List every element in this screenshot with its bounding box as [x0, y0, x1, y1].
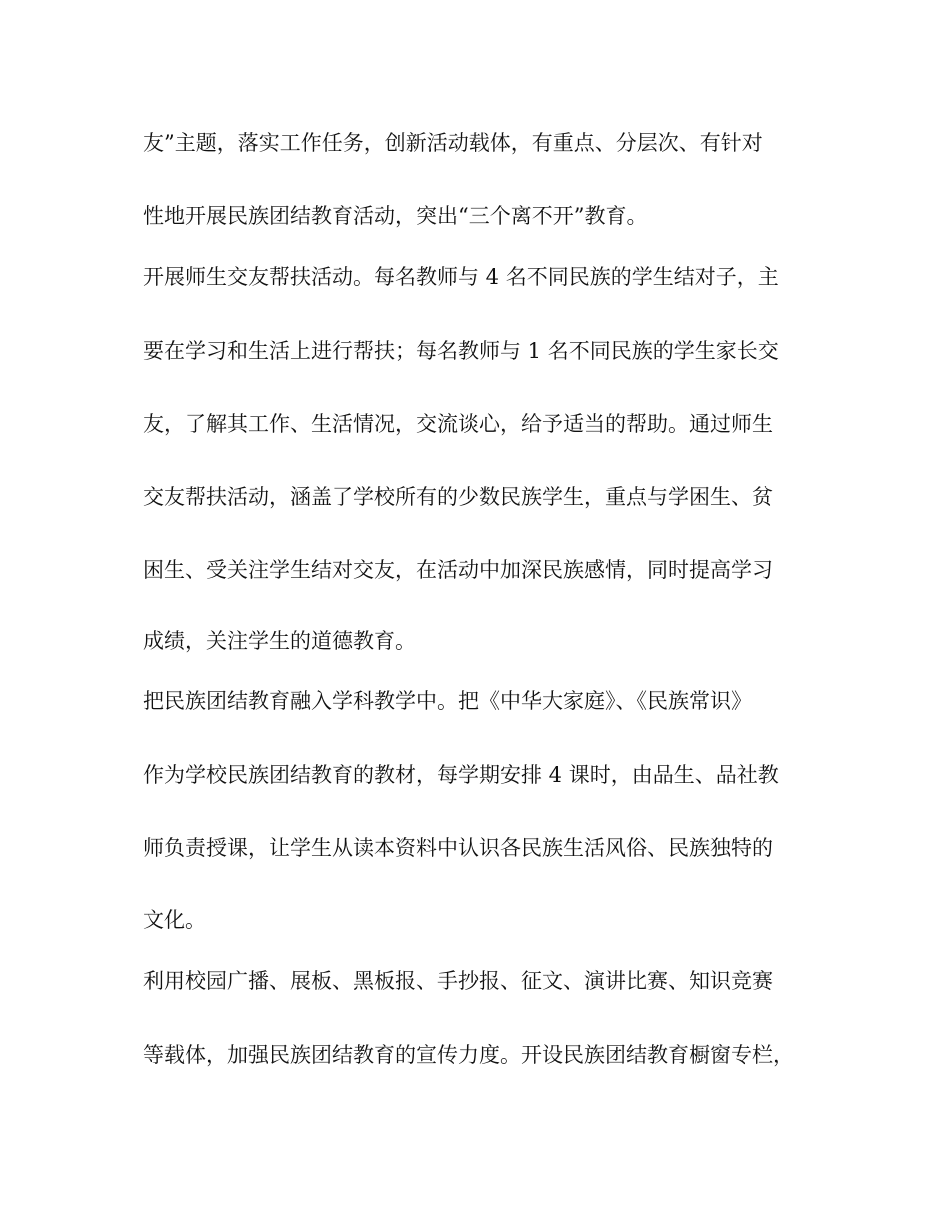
text-line: 友，了解其工作、生活情况，交流谈心，给予适当的帮助。通过师生: [143, 412, 773, 436]
text-line: 文化。: [143, 908, 206, 932]
paragraph-start-line: 利用校园广播、展板、黑板报、手抄报、征文、演讲比赛、知识竞赛: [143, 969, 773, 993]
text-line: 等载体，加强民族团结教育的宣传力度。开设民族团结教育橱窗专栏，: [143, 1043, 794, 1067]
text-line: 师负责授课，让学生从读本资料中认识各民族生活风俗、民族独特的: [143, 836, 773, 860]
text-line: 要在学习和生活上进行帮扶；每名教师与 1 名不同民族的学生家长交: [143, 339, 779, 363]
paragraph-start-line: 开展师生交友帮扶活动。每名教师与 4 名不同民族的学生结对子，主: [143, 265, 779, 289]
text-line: 作为学校民族团结教育的教材，每学期安排 4 课时，由品生、品社教: [143, 763, 779, 787]
text-line: 友”主题，落实工作任务，创新活动载体，有重点、分层次、有针对: [143, 131, 763, 155]
text-line: 性地开展民族团结教育活动，突出“三个离不开”教育。: [143, 204, 648, 228]
text-line: 交友帮扶活动，涵盖了学校所有的少数民族学生，重点与学困生、贫: [143, 485, 773, 509]
paragraph-start-line: 把民族团结教育融入学科教学中。把《中华大家庭》、《民族常识》: [143, 689, 752, 713]
text-line: 困生、受关注学生结对交友，在活动中加深民族感情，同时提高学习: [143, 558, 773, 582]
text-line: 成绩，关注学生的道德教育。: [143, 629, 416, 653]
